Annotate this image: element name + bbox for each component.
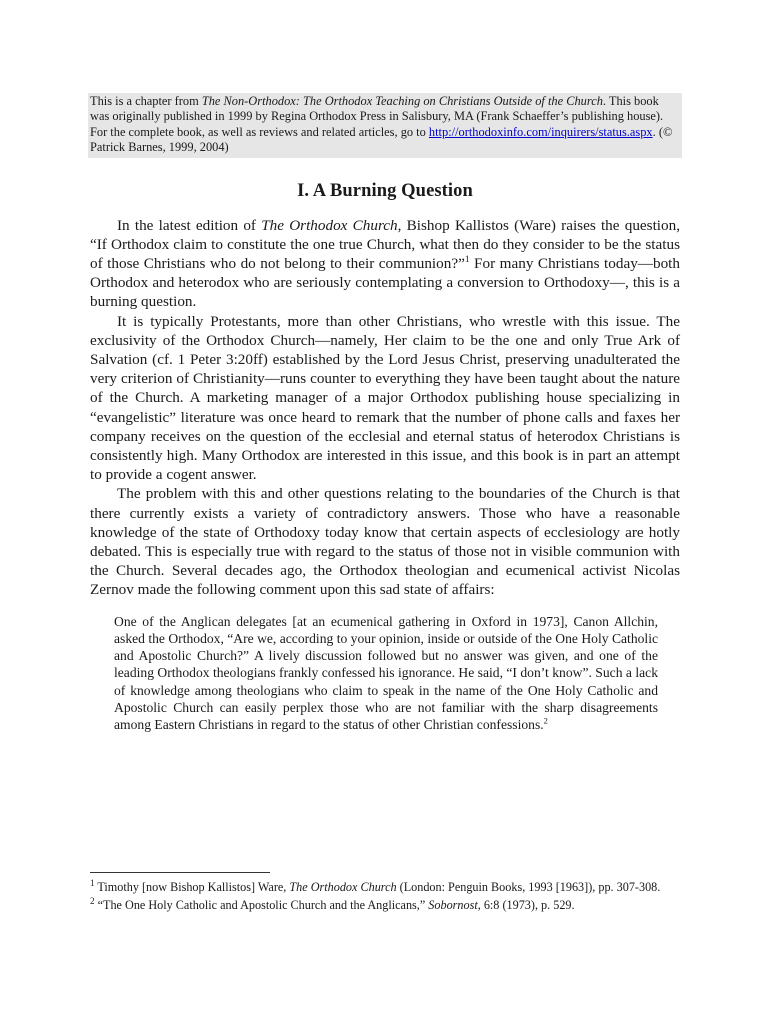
- chapter-heading: I. A Burning Question: [297, 180, 473, 201]
- text: In the latest edition of: [117, 216, 262, 234]
- footnote-divider: [90, 872, 270, 873]
- footnote-ref-1[interactable]: 1: [464, 254, 470, 265]
- notice-text: This is a chapter from: [90, 94, 202, 108]
- footnote-ref-2[interactable]: 2: [543, 715, 548, 726]
- footnotes: [90, 877, 680, 916]
- document-page: [90, 93, 680, 733]
- text: For many Christians today—both Orthodox and heterodox who are seriously contemplating a conversion to Orthodoxy—, this is a burning question.: [90, 255, 680, 311]
- footnote-italic: The Orthodox Church: [289, 880, 397, 894]
- footnote-1: [90, 877, 680, 895]
- quote-text: One of the Anglican delegates [at an ecumenical gathering in Oxford in 1973], Canon Allchin, asked the Orthodox, “Are we, according to your opinion, inside or outside of the One Holy Catholic and Apostolic Church?” A lively discussion followed but no answer was given, and one of the leading Orthodox theologians frankly confessed his ignorance. He said, “I don’t know”. Such a lack of knowledge among theologians who claim to speak in the name of the One Holy Catholic and Apostolic Church can easily perplex those who are not familiar with the sharp disagreements among Eastern Christians in regard to the status of other Christian confessions.: [114, 613, 659, 732]
- copyright-text: . (© Patrick Barnes, 1999, 2004): [90, 124, 673, 155]
- chapter-notice: [88, 93, 682, 158]
- footnote-italic: Sobornost: [428, 898, 478, 913]
- footnote-text: (London: Penguin Books, 1993 [1963]), pp. 307-308.: [396, 880, 661, 894]
- notice-text: . This book was originally published in 1999 by Regina Orthodox Press in Salisbury, MA (Frank Schaeffer’s publishing house). For the complete book, as well as reviews and related articles, go to: [90, 94, 664, 139]
- paragraph-2: It is typically Protestants, more than other Christians, who wrestle with this issue. The exclusivity of the Orthodox Church—namely, Her claim to be the one and only True Ark of Salvation (cf. 1 Peter 3:20ff) established by the Lord Jesus Christ, preserving unadulterated the very criterion of Christianity—runs counter to everything they have been taught about the nature of the Church. A marketing manager of a major Orthodox publishing house specializing in “evangelistic” literature was once heard to remark that the number of phone calls and faxes her company receives on the question of the ecclesial and eternal status of heterodox Christians is consistently high. Many Orthodox are interested in this issue, and this book is in part an attempt to provide a cogent answer.: [90, 312, 680, 484]
- book-title: The Non-Orthodox: The Orthodox Teaching on Christians Outside of the Church: [201, 94, 603, 108]
- footnote-number: 2: [90, 896, 95, 907]
- footnote-number: 1: [90, 877, 95, 888]
- text: , Bishop Kallistos (Ware) raises the question, “If Orthodox claim to constitute the one true Church, what then do they consider to be the status of those Christians who do not belong to their communion?”: [90, 216, 680, 273]
- footnote-text: “The One Holy Catholic and Apostolic Church and the Anglicans,”: [94, 898, 429, 913]
- italic-title: The Orthodox Church: [261, 216, 398, 234]
- block-quote: [114, 613, 658, 733]
- footnote-text: Timothy [now Bishop Kallistos] Ware,: [94, 880, 290, 894]
- footnote-text: , 6:8 (1973), p. 529.: [477, 898, 575, 913]
- orthodoxinfo-link[interactable]: http://orthodoxinfo.com/inquirers/status.aspx: [428, 124, 653, 139]
- paragraph-1: [90, 216, 680, 312]
- footnote-2: [90, 898, 680, 913]
- paragraph-3: The problem with this and other questions relating to the boundaries of the Church is that there currently exists a variety of contradictory answers. Those who have a reasonable knowledge of the state of Orthodoxy today know that certain aspects of ecclesiology are hotly debated. This is especially true with regard to the status of those not in visible communion with the Church. Several decades ago, the Orthodox theologian and ecumenical activist Nicolas Zernov made the following comment upon this sad state of affairs:: [90, 485, 680, 599]
